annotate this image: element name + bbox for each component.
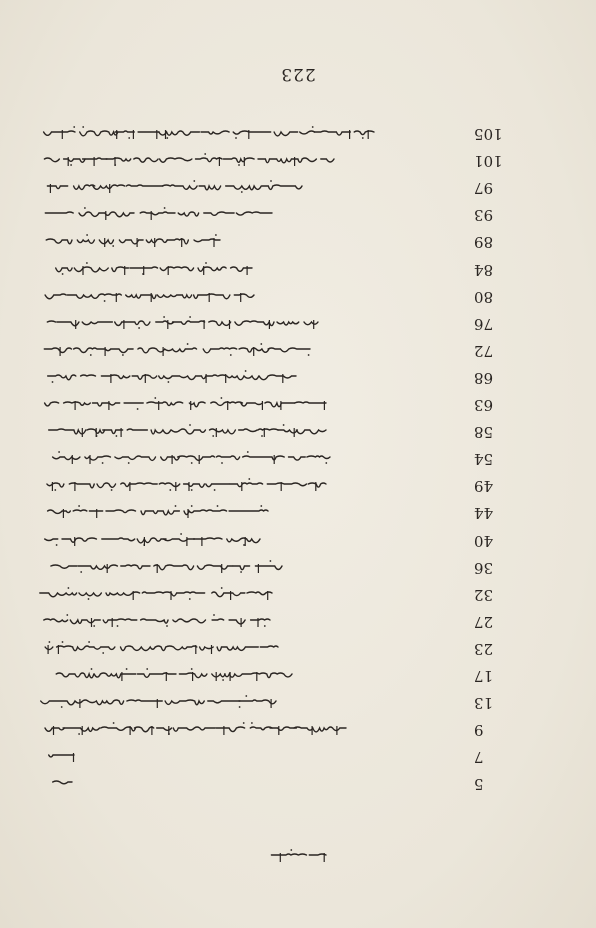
index-entry [0,285,596,309]
entry-script-text [46,288,256,304]
entry-page-number: 80 [474,287,494,306]
entry-script-text [46,261,254,277]
entry-script-text [46,532,262,548]
entry-page-number: 72 [474,341,494,360]
entry-script-text [46,396,328,412]
index-entry [0,122,596,146]
entry-script-text [46,613,272,629]
entry-page-number: 44 [474,504,494,523]
entry-script-text [46,423,328,439]
entry-script-text [46,640,280,656]
entry-script-text [46,586,274,602]
entry-script-text [46,450,332,466]
index-entry [0,339,596,363]
entry-script-text [46,206,274,222]
index-entry [0,176,596,200]
entry-script-text [46,233,222,249]
index-entry [0,772,596,796]
entry-script-text [46,125,376,141]
index-entry [0,691,596,715]
entry-page-number: 36 [474,558,494,577]
index-entry [0,664,596,688]
index-entry [0,556,596,580]
entry-script-text [46,179,304,195]
entry-script-text [46,342,312,358]
entry-page-number: 105 [474,125,503,143]
entry-page-number: 76 [474,314,494,333]
entry-page-number: 23 [474,639,494,658]
entry-script-text [46,775,74,791]
entry-script-text [46,694,278,710]
index-entry [0,393,596,417]
entry-page-number: 68 [474,368,494,387]
index-entry [0,203,596,227]
entry-page-number: 101 [474,152,503,171]
entry-page-number: 32 [474,585,494,604]
index-entry [0,583,596,607]
entry-script-text [46,152,336,168]
entry-page-number: 13 [474,694,494,713]
entry-page-number: 93 [474,206,494,225]
entry-page-number: 7 [474,748,484,767]
entry-page-number: 63 [474,396,494,414]
index-entry [0,366,596,390]
entry-page-number: 9 [474,721,484,740]
entry-page-number: 54 [474,450,494,469]
entry-script-text [46,559,284,575]
entry-page-number: 97 [474,179,494,198]
index-entry [0,258,596,282]
index-entry [0,637,596,661]
entry-script-text [46,477,328,493]
index-entry [0,610,596,634]
index-entry [0,420,596,444]
footer-heading [0,842,596,864]
index-entry [0,745,596,769]
entry-script-text [46,369,298,385]
entry-page-number: 40 [474,531,494,550]
footer-script [268,842,328,864]
entry-page-number: 27 [474,612,494,631]
entry-page-number: 17 [474,667,494,685]
index-entry [0,529,596,553]
page-number: 223 [280,64,316,84]
entry-page-number: 58 [474,423,494,442]
entry-script-text [46,721,348,737]
entry-page-number: 84 [474,260,494,279]
entry-page-number: 49 [474,477,494,496]
index-entry [0,718,596,742]
index-entry [0,149,596,173]
index-entry [0,447,596,471]
entry-script-text [46,667,294,683]
entry-script-text [46,315,320,331]
index-entry [0,501,596,525]
index-entry [0,312,596,336]
index-entry [0,230,596,254]
entry-page-number: 5 [474,775,484,794]
entry-script-text [46,504,270,520]
entry-script-text [46,748,76,764]
index-entry [0,474,596,498]
entry-page-number: 89 [474,233,494,252]
